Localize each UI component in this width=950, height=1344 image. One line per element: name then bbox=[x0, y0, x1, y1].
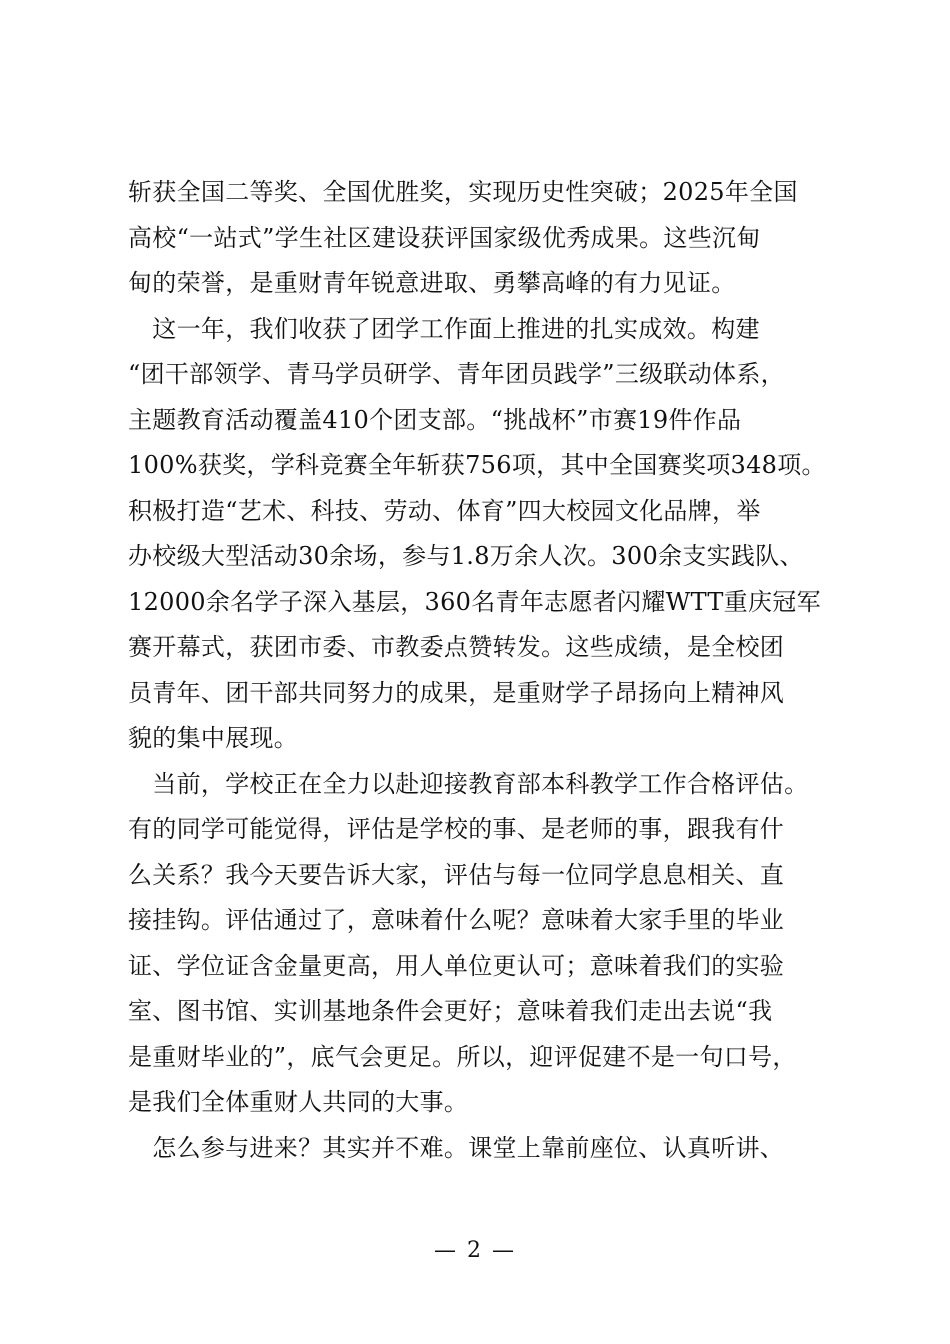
text-line: 有的同学可能觉得，评估是学校的事、是老师的事，跟我有什 bbox=[128, 815, 785, 843]
text-line: 室、图书馆、实训基地条件会更好；意味着我们走出去说“我 bbox=[128, 997, 773, 1025]
text-line: 主题教育活动覆盖410个团支部。“挑战杯”市赛19件作品 bbox=[128, 405, 742, 434]
text-line: 赛开幕式，获团市委、市教委点赞转发。这些成绩，是全校团 bbox=[128, 633, 785, 661]
text-line: 当前，学校正在全力以赴迎接教育部本科教学工作合格评估。 bbox=[128, 769, 809, 798]
text-line: 员青年、团干部共同努力的成果，是重财学子昂扬向上精神风 bbox=[128, 678, 785, 707]
text-line: 这一年，我们收获了团学工作面上推进的扎实成效。构建 bbox=[128, 314, 760, 343]
text-line: 证、学位证含金量更高，用人单位更认可；意味着我们的实验 bbox=[128, 951, 785, 980]
text-line: 办校级大型活动30余场，参与1.8万余人次。300余支实践队、 bbox=[128, 542, 804, 570]
text-line: 高校“一站式”学生社区建设获评国家级优秀成果。这些沉甸 bbox=[128, 223, 761, 252]
text-line: “团干部领学、青马学员研学、青年团员践学”三级联动体系， bbox=[128, 360, 785, 388]
text-line: 是重财毕业的”，底气会更足。所以，迎评促建不是一句口号， bbox=[128, 1042, 797, 1071]
text-line: 积极打造“艺术、科技、劳动、体育”四大校园文化品牌，举 bbox=[128, 496, 761, 525]
text-line: 斩获全国二等奖、全国优胜奖，实现历史性突破；2025年全国 bbox=[128, 178, 798, 206]
text-line: 怎么参与进来？其实并不难。课堂上靠前座位、认真听讲、 bbox=[128, 1133, 785, 1162]
text-line: 么关系？我今天要告诉大家，评估与每一位同学息息相关、直 bbox=[128, 860, 785, 889]
page-number: — 2 — bbox=[434, 1238, 516, 1263]
text-line: 12000余名学子深入基层，360名青年志愿者闪耀WTT重庆冠军 bbox=[128, 587, 821, 616]
text-line: 貌的集中展现。 bbox=[128, 724, 299, 752]
text-line: 接挂钩。评估通过了，意味着什么呢？意味着大家手里的毕业 bbox=[128, 906, 785, 934]
text-line: 100%获奖，学科竞赛全年斩获756项，其中全国赛奖项348项。 bbox=[128, 451, 826, 479]
text-line: 甸的荣誉，是重财青年锐意进取、勇攀高峰的有力见证。 bbox=[128, 269, 736, 297]
body-text bbox=[128, 170, 848, 1171]
text-line: 是我们全体重财人共同的大事。 bbox=[128, 1088, 469, 1116]
